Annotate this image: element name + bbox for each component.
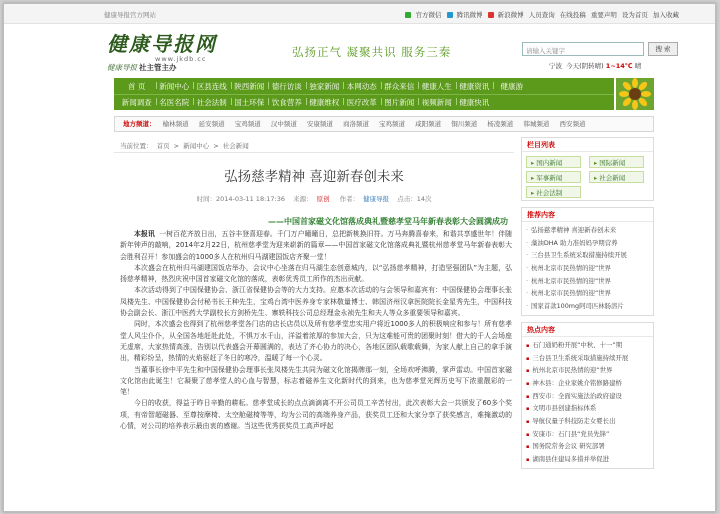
local-channel[interactable]: 宝鸡频道 — [379, 120, 406, 128]
local-channel[interactable]: 咸阳频道 — [415, 120, 442, 128]
article-author[interactable]: 健康导报 — [363, 195, 390, 203]
nav-row-1 — [114, 78, 614, 94]
column-domestic[interactable]: ▸ 国内新闻 — [526, 156, 581, 168]
nav-flash[interactable]: 健康快讯 — [456, 97, 494, 108]
logo-sub: 健康导报 社主管主办 — [107, 63, 177, 72]
weather-city: 宁波 — [549, 62, 562, 70]
article-paragraph: 同时，本次盛会也得到了杭州慈孝堂各门店的店长店员以及所有慈孝堂忠实用户将近1000多人的积极响应和参与！所有慈孝堂人风尘仆仆，从全国各地赶赴此处，不惧万水千山，洋溢着浓厚的参加大会，只为这难能可贵的团聚时刻！借大的千人会场座无虚席，大家热情高涨，告别以代表盛会开幕圆满的，表达了齐心协力的决心，各地区团队载歌载舞，为家人献上自己的拿手演出，精彩纷呈，热情的火焰驱赶了冬日的寒冷，温暖了每一个心灵。 — [120, 320, 512, 363]
list-item[interactable]: ▪ 神木县：企业家姚介铭修路建桥 — [526, 377, 649, 390]
local-channel[interactable]: 延安频道 — [198, 120, 225, 128]
local-channels — [114, 116, 654, 132]
recommend-heading: 推荐内容 — [522, 208, 653, 222]
breadcrumb-label: 当前位置： — [120, 142, 153, 150]
breadcrumb-news-center[interactable]: 新闻中心 — [183, 142, 210, 150]
article-meta: 时间：2014-03-11 18:17:36 来源： 原创 作者： 健康导报 点击：14次 — [196, 195, 432, 203]
columns-heading: 栏目列表 — [522, 138, 653, 152]
nav-doctors[interactable]: 名医名院 — [156, 97, 194, 108]
list-item[interactable]: ▪ 安康市：石门县“党员先锋” — [526, 428, 649, 441]
weather-temp: 1~14℃ — [605, 62, 633, 70]
list-item[interactable]: ▪ 杭州北京市民热情的迎“世界 — [526, 364, 649, 377]
nav-news-center[interactable]: 新闻中心 — [156, 81, 194, 92]
sunflower-icon — [618, 78, 652, 110]
breadcrumb — [120, 141, 251, 150]
sina-weibo-link[interactable]: 新浪微博 — [488, 11, 524, 19]
welcome-text: 健康导报官方网站 — [104, 11, 156, 19]
nav-law[interactable]: 社会法制 — [193, 97, 231, 108]
list-item[interactable]: · 弘扬慈孝精神 喜迎新春创未来 — [526, 224, 649, 237]
article-paragraph: 本次活动得到了中国保健协会、浙江省保健协会等的大力支持。应邀本次活动的与会领导和嘉宾有：中国保健协会理事长张凤楼先生、中国保健协会付秘书长王种先生，宝鸡台湾中医养身专家林敬量博士、韩国济州汉拿医院院长金星秀先生，中国科技协会副会长、浙江中医药大学副校长方剑桥先生、寨轶科技公司总经理金永祯先生和夫人等众多重要领导和嘉宾。 — [120, 286, 512, 318]
article-paragraph: 本报讯 一树百花齐放日出，五谷丰登喜迎春。千门万户曈曈日，总把新桃换旧符。万马奔腾喜春来，和谐共享盛世年！伴随新年钟声的敲响，2014年2月22日，杭州慈孝堂为迎来崭新的篇章——中国首家磁文化馆落成典礼暨杭州慈孝堂马年新春表彰大会胜利召开！参加盛会的1000多人在杭州归马湖建国饭店齐聚一堂！ — [120, 230, 512, 261]
article-title: 弘扬慈孝精神 喜迎新春创未来 — [224, 169, 404, 185]
nav-survey[interactable]: 新闻调查 — [121, 98, 152, 107]
list-item[interactable]: ▪ 三台县卫生系统采取措施持续开展 — [526, 352, 649, 365]
list-item[interactable]: · 杭州北京市民热情的迎“世界 — [526, 262, 649, 275]
list-item[interactable]: · 杭州北京市民热情的迎“世界 — [526, 287, 649, 300]
nav-nutrition[interactable]: 饮食营养 — [268, 97, 306, 108]
weather-extra: 晴 — [634, 62, 642, 70]
list-item[interactable]: · 三台县卫生系统采取措施持续开展 — [526, 249, 649, 262]
columns-box — [521, 137, 654, 201]
column-social[interactable]: ▸ 社会新闻 — [589, 171, 644, 183]
local-channel[interactable]: 宝鸡频道 — [234, 120, 261, 128]
article-body — [120, 229, 512, 432]
search-button[interactable]: 搜 索 — [648, 42, 678, 56]
nav-exclusive[interactable]: 独家新闻 — [306, 81, 344, 92]
local-channel[interactable]: 西安频道 — [559, 120, 586, 128]
site-slogan: 弘扬正气 凝聚共识 服务三秦 — [292, 45, 452, 59]
list-item[interactable]: ▪ 西安市：全面实施法治政府建设 — [526, 390, 649, 403]
set-homepage-link[interactable]: 设为首页 — [621, 11, 648, 19]
nav-video-news[interactable]: 视频新闻 — [418, 97, 456, 108]
list-item[interactable]: ▪ 文明市县创建指标体系 — [526, 402, 649, 415]
notice-link[interactable]: 重要声明 — [590, 11, 617, 19]
sina-weibo-icon — [488, 12, 494, 18]
logo-url: www.jkdb.cc — [155, 55, 207, 63]
staff-query-link[interactable]: 人员查询 — [528, 11, 555, 19]
nav-interview[interactable]: 德行访谈 — [268, 81, 306, 92]
list-item[interactable]: ▪ 导航仪量子科技防走女婴长出 — [526, 415, 649, 428]
divider — [114, 152, 514, 153]
list-item[interactable]: ▪ 湖南县住建局多措并举促进 — [526, 453, 649, 466]
nav-letters[interactable]: 群众来信 — [381, 81, 419, 92]
article-subtitle: ——中国首家磁文化馆落成典礼暨慈孝堂马年新春表彰大会圆满成功 — [268, 217, 508, 226]
nav-shaanxi[interactable]: 陕西新闻 — [231, 81, 269, 92]
column-law[interactable]: ▸ 社会法制 — [526, 186, 581, 198]
list-item[interactable]: · 藻油DHA 助力准妈妈孕期营养 — [526, 237, 649, 250]
top-links — [402, 10, 679, 19]
nav-county[interactable]: 区县连线 — [193, 81, 231, 92]
nav-rights[interactable]: 健康维权 — [306, 97, 344, 108]
list-item[interactable]: · 杭州北京市民热情的迎“世界 — [526, 275, 649, 288]
recommend-box — [521, 207, 654, 316]
page-frame — [3, 3, 716, 512]
top-bar — [4, 4, 715, 24]
local-channel[interactable]: 杨凌频道 — [487, 120, 514, 128]
wechat-link[interactable]: 官方微信 — [405, 11, 441, 19]
local-channel[interactable]: 铜川频道 — [451, 120, 478, 128]
nav-home[interactable]: 首 页 — [128, 81, 146, 91]
local-channel[interactable]: 汉中频道 — [270, 120, 297, 128]
local-channel[interactable]: 安康频道 — [306, 120, 333, 128]
nav-photo-news[interactable]: 图片新闻 — [381, 97, 419, 108]
main-nav — [114, 78, 614, 110]
wechat-icon — [405, 12, 411, 18]
article-source: 原创 — [316, 195, 330, 203]
tencent-weibo-link[interactable]: 腾讯微博 — [447, 11, 483, 19]
article-clicks: 点击：14次 — [397, 195, 432, 203]
column-international[interactable]: ▸ 国际新闻 — [589, 156, 644, 168]
sunflower-banner — [616, 78, 654, 110]
breadcrumb-home[interactable]: 首页 — [156, 142, 170, 150]
hot-box — [521, 322, 654, 469]
article-paragraph: 当董事长徐中平先生和中国保健协会理事长张凤楼先生共同为磁文化馆揭牌那一刻，全场欢呼沸腾，掌声雷动。中国首家磁文化馆由此诞生！它凝聚了慈孝堂人的心血与智慧，标志着磁养生文化新时代的到来，也为慈孝堂光辉历史写下浓重靓彩的一笔！ — [120, 365, 512, 397]
column-military[interactable]: ▸ 军事新闻 — [526, 171, 581, 183]
nav-row-2 — [114, 94, 614, 110]
local-channel[interactable]: 商洛频道 — [342, 120, 369, 128]
submit-link[interactable]: 在线投稿 — [559, 11, 586, 19]
list-item[interactable]: ▪ 国务院常务会议 研究部署 — [526, 440, 649, 453]
nav-environment[interactable]: 国土环保 — [231, 97, 269, 108]
nav-health-info[interactable]: 健康资讯 — [456, 81, 494, 92]
search-input[interactable]: 请输入关键字 — [522, 42, 644, 56]
nav-health-life[interactable]: 健康人生 — [418, 81, 456, 92]
site-logo[interactable] — [107, 28, 225, 72]
tencent-weibo-icon — [447, 12, 453, 18]
weather-label: 今天(阴转晴) — [566, 62, 604, 70]
sidebar — [521, 137, 654, 475]
breadcrumb-sep: > — [173, 142, 180, 150]
article-paragraph: 本次盛会在杭州归马湖建国饭店举办，会议中心坐落在归马湖生态创意城内，以“弘扬慈孝精神，打造坚强团队”为主题，弘扬慈孝精神，热烈庆祝中国首家磁文化馆的落成，表彰优秀员工所作的杰出贡献。 — [120, 263, 512, 284]
nav-reform[interactable]: 医疗改革 — [343, 97, 381, 108]
logo-name: 健康导报网 — [107, 32, 217, 56]
local-label: 地方频道： — [123, 120, 156, 128]
nav-health-tour[interactable]: 健康游 — [493, 81, 531, 92]
breadcrumb-sep: > — [213, 142, 219, 150]
local-channel[interactable]: 韩城频道 — [523, 120, 550, 128]
list-item[interactable]: ▪ 石门通奶粉开展“中秋、十一”期 — [526, 339, 649, 352]
weather-widget — [549, 61, 641, 70]
hot-heading: 热点内容 — [522, 323, 653, 337]
local-channel[interactable]: 榆林频道 — [162, 120, 189, 128]
nav-dynamics[interactable]: 本网动态 — [343, 81, 381, 92]
list-item[interactable]: · 国家首款100mg阿司匹林肠溶片 — [526, 300, 649, 313]
add-favorite-link[interactable]: 加入收藏 — [653, 11, 679, 19]
article-paragraph: 今日的收获，得益于昨日辛勤的耕耘。慈孝堂成长的点点滴滴离不开公司员工辛苦付出，此次表彰大会一共颁发了60多个奖项，有帝智超磁器、至尊按摩椅、太空舱磁椅等等，均为公司的高端养身产品，获奖员工还和大家分享了获奖感言，难掩激动的心情，对公司的培养表示最由衷的感谢。当这些优秀获奖员工高声呼起 — [120, 399, 512, 431]
breadcrumb-social-news[interactable]: 社会新闻 — [222, 142, 249, 150]
article-time: 时间：2014-03-11 18:17:36 — [196, 195, 286, 203]
